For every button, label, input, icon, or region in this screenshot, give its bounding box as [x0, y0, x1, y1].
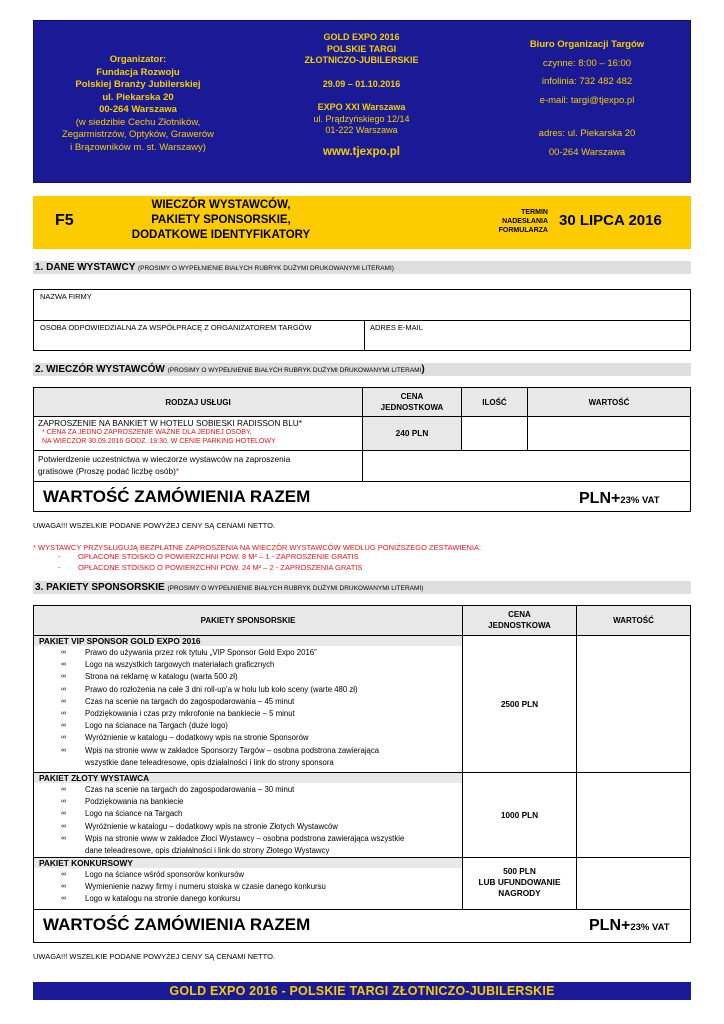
list-item: ∞ Prawo do rozłożenia na całe 3 dni roll-up’a w holu lub koło sceny (warte 480 zł)	[38, 684, 379, 696]
contest-price-line-3: NAGRODY	[498, 888, 541, 898]
free-invites-rule-2: OPŁACONE STOISKO O POWIERZCHNI POW. 24 M² – 2 - ZAPROSZENIA GRATIS	[78, 563, 363, 572]
event-venue: EXPO XXI Warszawa	[317, 102, 406, 112]
office-address-1: adres: ul. Piekarska 20	[538, 128, 636, 139]
packages-total-label: WARTOŚĆ ZAMÓWIENIA RAZEM	[43, 915, 311, 934]
organizer-sub-2: Zegarmistrzów, Optyków, Grawerów	[61, 129, 215, 140]
free-invites-rule-1: OPŁACONE STOISKO O POWIERZCHNI POW. 8 M² – 1 - ZAPROSZENIE GRATIS	[78, 552, 359, 561]
contest-price-line-2: LUB UFUNDOWANIE	[478, 877, 561, 887]
form-title-line-1: WIECZÓR WYSTAWCÓW,	[151, 199, 291, 211]
form-title-line-3: DODATKOWE IDENTYFIKATORY	[131, 229, 311, 241]
office-title: Biuro Organizacji Targów	[529, 39, 645, 50]
list-item: ∞ Wymienienie nazwy firmy i numeru stoiska w czasie danego konkursu	[38, 881, 326, 893]
office-address-2: 00-264 Warszawa	[548, 146, 626, 158]
organizer-label: Organizator:	[109, 54, 167, 65]
event-title-1: GOLD EXPO 2016	[323, 32, 400, 42]
list-item: ∞ Prawo do używania przez rok tytułu „VIP Sponsor Gold Expo 2016”	[38, 647, 379, 659]
col-package-price-1: CENA	[508, 610, 531, 619]
list-item: ∞ Logo w katalogu na stronie danego konkursu	[38, 893, 326, 905]
section-1-note: (PROSIMY O WYPEŁNIENIE BIAŁYCH RUBRYK DUŻYMI DRUKOWANYMI LITERAMI)	[137, 265, 394, 272]
header-banner	[33, 20, 691, 183]
packages-total-currency	[589, 917, 670, 935]
contest-package-value-input[interactable]	[577, 858, 690, 909]
organizer-sub-3: i Brązowników m. st. Warszawy)	[70, 141, 206, 153]
divider	[33, 909, 691, 910]
col-price-header-1: CENA	[400, 392, 424, 401]
col-package-value-header: WARTOŚĆ	[613, 616, 654, 625]
col-price-header-2: JEDNOSTKOWA	[380, 403, 444, 412]
col-value-header: WARTOŚĆ	[588, 398, 630, 407]
event-title-2: POLSKIE TARGI	[326, 43, 397, 54]
organizer-street: ul. Piekarska 20	[102, 91, 174, 103]
form-title	[104, 198, 338, 243]
banquet-price: 240 PLN	[395, 428, 429, 438]
company-name-label: NAZWA FIRMY	[40, 292, 92, 301]
vip-package-price: 2500 PLN	[500, 699, 539, 709]
packages-total-vat: 23% VAT	[630, 922, 670, 933]
company-name-field[interactable]	[34, 300, 690, 319]
list-item: ∞ Wpis na stronie www w zakładce Złoci Wystawcy – osobna podstrona zawierająca wszystkie	[38, 833, 404, 845]
banquet-note-2: NA WIECZÓR 30.09.2016 GODZ. 19:30, W CENIE PARKING HOTELOWY	[42, 438, 276, 445]
list-item: ∞ Logo na ścianace na Targach (duże logo)	[38, 720, 379, 732]
dinner-total-input[interactable]	[363, 482, 573, 511]
list-item: ∞ Czas na scenie na targach do zagospodarowania – 45 minut	[38, 696, 379, 708]
section-2-header	[33, 363, 691, 376]
gold-package-item-continued: dane teleadresowe, opis działalności i link do strony Złotego Wystawcy	[85, 846, 330, 855]
form-code: F5	[55, 212, 74, 229]
organizer-name-1: Fundacja Rozwoju	[96, 66, 180, 78]
list-item: ∞ Strona na reklamę w katalogu (warta 500 zł)	[38, 671, 379, 683]
banquet-note-1: * CENA ZA JEDNO ZAPROSZENIE WAŻNE DLA JEDNEJ OSOBY,	[42, 429, 252, 436]
list-item: ∞ Podziękowania na bankiecie	[38, 796, 404, 808]
free-invites-title: * WYSTAWCY PRZYSŁUGUJĄ BEZPŁATNE ZAPROSZENIA NA WIECZÓR WYSTAWCÓW WEDŁUG PONIŻSZEGO ZESTAWIENIA:	[33, 543, 482, 552]
free-invite-row-text: gratisowe (Proszę podać liczbę osób)	[38, 466, 176, 476]
contest-package-title: PAKIET KONKURSOWY	[39, 858, 133, 868]
col-package-price-2: JEDNOSTKOWA	[488, 621, 551, 630]
organizer-name-2: Polskiej Branży Jubilerskiej	[75, 79, 201, 90]
packages-total-pln: PLN+	[589, 917, 631, 934]
dinner-net-notice: UWAGA!!! WSZELKIE PODANE POWYŻEJ CENY SĄ CENAMI NETTO.	[33, 521, 275, 530]
deadline-label	[478, 208, 548, 235]
section-2-note-end: )	[421, 364, 425, 375]
office-phone: infolinia: 732 482 482	[541, 76, 633, 87]
gold-package-price: 1000 PLN	[500, 810, 539, 820]
free-invite-row-line-2	[38, 466, 179, 476]
list-item: ∞ Logo na wszystkich targowych materiałach graficznych	[38, 659, 379, 671]
dinner-total-pln: PLN+	[579, 490, 621, 507]
event-address-1: ul. Prądzyńskiego 12/14	[313, 113, 410, 124]
col-service-header: RODZAJ USŁUGI	[165, 398, 231, 407]
vip-package-item-continued: wszystkie dane teleadresowe, opis działalności i link do strony sponsora	[85, 758, 334, 767]
list-item: ∞ Wpis na stronie www w zakładce Sponsorzy Targów – osobna podstrona zawierająca	[38, 745, 379, 757]
free-invites-dash: -	[58, 563, 61, 572]
list-item: ∞ Podziękowania i czas przy mikrofonie na bankiecie – 5 minut	[38, 708, 379, 720]
section-2-title: 2. WIECZÓR WYSTAWCÓW	[35, 364, 165, 375]
footer-banner: GOLD EXPO 2016 - POLSKIE TARGI ZŁOTNICZO-JUBILERSKIE	[33, 982, 691, 1000]
list-item: ∞ Wyróżnienie w katalogu – dodatkowy wpis na stronie Sponsorów	[38, 732, 379, 744]
col-price-header	[363, 391, 461, 413]
section-3-header	[33, 581, 691, 594]
vip-package-title: PAKIET VIP SPONSOR GOLD EXPO 2016	[39, 636, 201, 646]
banquet-qty-input[interactable]	[462, 417, 527, 450]
contact-person-field[interactable]	[34, 332, 363, 350]
event-title-3: ZŁOTNICZO-JUBILERSKIE	[304, 55, 419, 65]
banquet-row-label: ZAPROSZENIE NA BANKIET W HOTELU SOBIESKI RADISSON BLU*	[38, 418, 303, 428]
event-website-link[interactable]: www.tjexpo.pl	[323, 145, 400, 158]
list-item: ∞ Logo na ściance na Targach	[38, 808, 404, 820]
dinner-total-currency	[579, 490, 660, 508]
free-invite-row-line-1: Potwierdzenie uczestnictwa w wieczorze wystawców na zaproszenia	[38, 454, 291, 464]
deadline-label-2: NADESŁANIA	[502, 218, 548, 225]
form-title-line-2: PAKIETY SPONSORSKIE,	[151, 214, 291, 226]
free-invites-dash: -	[58, 552, 61, 561]
divider	[33, 320, 691, 321]
packages-net-notice: UWAGA!!! WSZELKIE PODANE POWYŻEJ CENY SĄ CENAMI NETTO.	[33, 952, 275, 961]
dinner-total-vat: 23% VAT	[620, 495, 660, 506]
section-3-title: 3. PAKIETY SPONSORSKIE	[35, 582, 165, 593]
deadline-label-1: TERMIN	[521, 209, 548, 216]
gold-package-value-input[interactable]	[577, 773, 690, 857]
email-field[interactable]	[366, 332, 690, 350]
divider	[33, 481, 691, 482]
list-item: ∞ Wyróżnienie w katalogu – dodatkowy wpis na stronie Złotych Wystawców	[38, 821, 404, 833]
col-package-header: PAKIETY SPONSORSKIE	[200, 616, 296, 625]
contact-person-label: OSOBA ODPOWIEDZIALNA ZA WSPÓŁPRACĘ Z ORGANIZATOREM TARGÓW	[40, 323, 312, 332]
list-item: ∞ Logo na ściance wśród sponsorów konkursów	[38, 869, 326, 881]
deadline-label-3: FORMULARZA	[498, 227, 548, 234]
office-email-link[interactable]: e-mail: targi@tjexpo.pl	[539, 94, 635, 106]
packages-total-input[interactable]	[463, 910, 583, 942]
contest-price-line-1: 500 PLN	[503, 866, 536, 876]
office-block	[482, 21, 692, 182]
free-invite-count-input[interactable]	[363, 451, 690, 481]
section-1-title: 1. DANE WYSTAWCY	[35, 262, 136, 273]
divider	[364, 320, 365, 351]
contest-package-list	[38, 869, 326, 906]
section-1-header	[33, 261, 691, 274]
contest-package-price	[463, 866, 576, 899]
vip-package-list	[38, 647, 379, 757]
event-dates: 29.09 – 01.10.2016	[322, 78, 401, 89]
organizer-block	[34, 21, 242, 182]
organizer-city: 00-264 Warszawa	[99, 104, 177, 115]
section-2-note: (PROSIMY O WYPEŁNIENIE BIAŁYCH RUBRYK DUŻYMI DRUKOWANYMI LITERAMI	[167, 367, 422, 374]
free-invite-asterisk: *	[175, 466, 180, 476]
divider	[462, 605, 463, 909]
col-qty-header: ILOŚĆ	[482, 398, 507, 407]
office-hours: czynne: 8:00 – 16:00	[542, 57, 632, 69]
col-package-price-header	[463, 609, 576, 631]
section-3-note: (PROSIMY O WYPEŁNIENIE BIAŁYCH RUBRYK DUŻYMI DRUKOWANYMI LITERAMI)	[167, 585, 424, 592]
banquet-value-input[interactable]	[528, 417, 690, 450]
list-item: ∞ Czas na scenie na targach do zagospodarowania – 30 minut	[38, 784, 404, 796]
gold-package-title: PAKIET ZŁOTY WYSTAWCA	[39, 773, 150, 783]
vip-package-value-input[interactable]	[577, 636, 690, 772]
deadline-date: 30 LIPCA 2016	[559, 212, 662, 229]
event-address-2: 01-222 Warszawa	[325, 125, 398, 135]
gold-package-list	[38, 784, 404, 845]
dinner-total-label: WARTOŚĆ ZAMÓWIENIA RAZEM	[43, 487, 311, 506]
organizer-sub-1: (w siedzibie Cechu Złotników,	[75, 116, 201, 128]
event-block	[274, 21, 449, 182]
email-label: ADRES E-MAIL	[370, 323, 423, 332]
